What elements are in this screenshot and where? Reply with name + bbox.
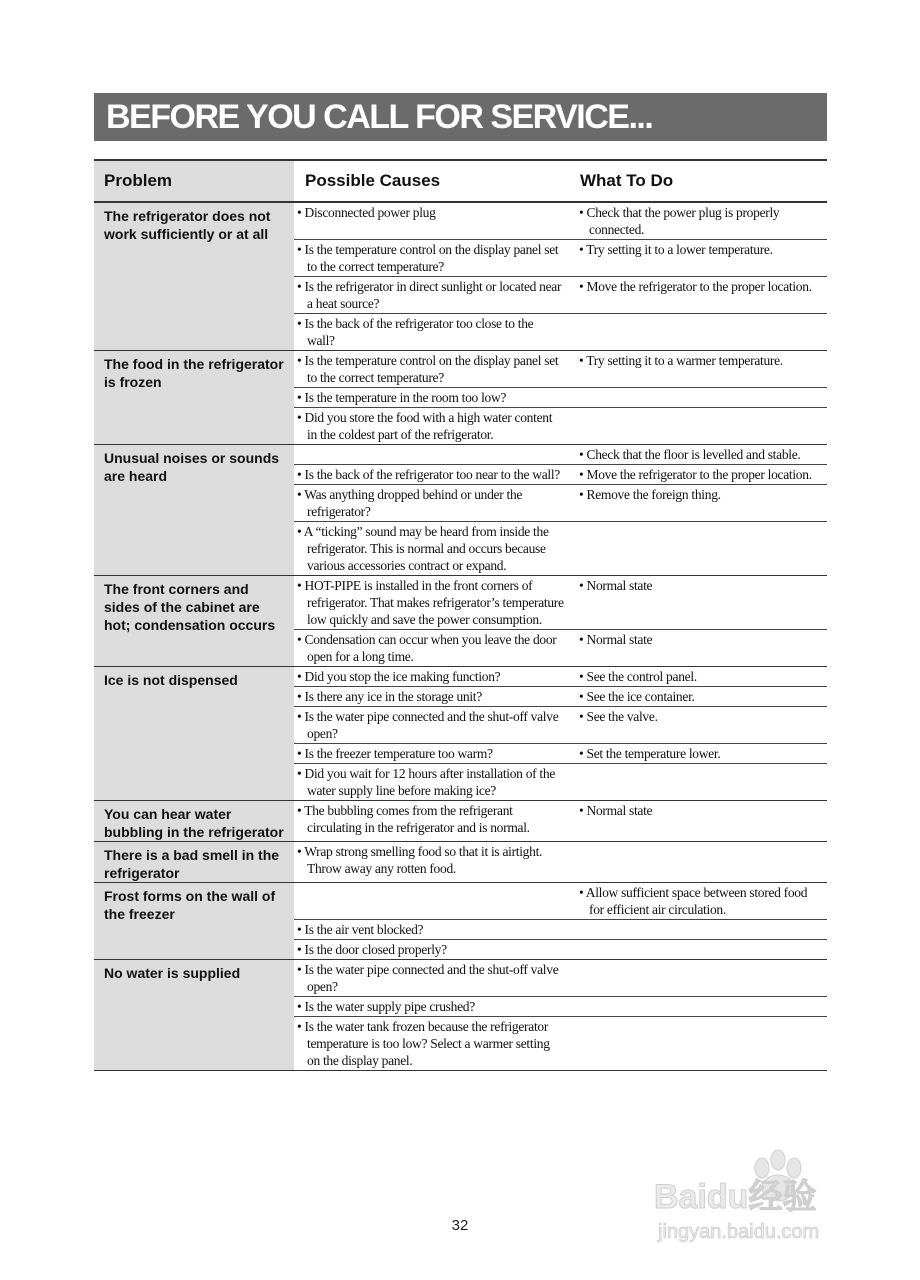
table-row xyxy=(94,351,827,388)
cause-text: • Is the temperature in the room too low? xyxy=(297,390,507,405)
possible-cause-cell xyxy=(294,801,568,842)
remedy-text: • Move the refrigerator to the proper location. xyxy=(579,279,812,294)
cause-text: • Wrap strong smelling food so that it is airtight. Throw away any rotten food. xyxy=(297,844,543,876)
what-to-do-cell xyxy=(568,485,827,522)
remedy-text: • Check that the power plug is properly connected. xyxy=(579,205,780,237)
remedy-text: • Try setting it to a lower temperature. xyxy=(579,242,773,257)
page-title: BEFORE YOU CALL FOR SERVICE... xyxy=(106,98,653,136)
possible-cause-cell xyxy=(294,240,568,277)
cause-text: • HOT-PIPE is installed in the front corners of refrigerator. That makes refrigerator’s temperature low quickly and save the power consumption. xyxy=(297,578,564,627)
cause-text: • Was anything dropped behind or under the refrigerator? xyxy=(297,487,523,519)
watermark-brand: Baidu经验 xyxy=(654,1178,817,1216)
table-header-row xyxy=(94,160,827,202)
possible-cause-cell xyxy=(294,960,568,997)
possible-cause-cell xyxy=(294,522,568,576)
cause-text: • Is the freezer temperature too warm? xyxy=(297,746,493,761)
problem-cell: You can hear water bubbling in the refrigerator xyxy=(94,801,294,842)
table-row xyxy=(94,960,827,997)
what-to-do-cell xyxy=(568,522,827,576)
possible-cause-cell xyxy=(294,707,568,744)
cause-text: • Is the refrigerator in direct sunlight or located near a heat source? xyxy=(297,279,562,311)
possible-cause-cell xyxy=(294,842,568,883)
remedy-text: • Normal state xyxy=(579,578,653,593)
remedy-text: • Move the refrigerator to the proper location. xyxy=(579,467,812,482)
possible-cause-cell xyxy=(294,314,568,351)
cause-text: • Is the water tank frozen because the refrigerator temperature is too low? Select a warmer setting on the display panel. xyxy=(297,1019,550,1068)
problem-cell: Frost forms on the wall of the freezer xyxy=(94,883,294,960)
cause-text: • Did you stop the ice making function? xyxy=(297,669,501,684)
remedy-text: • Allow sufficient space between stored food for efficient air circulation. xyxy=(579,885,808,917)
table-row xyxy=(94,445,827,465)
remedy-text: • Remove the foreign thing. xyxy=(579,487,721,502)
possible-cause-cell xyxy=(294,764,568,801)
what-to-do-cell xyxy=(568,842,827,883)
title-bar xyxy=(94,93,827,141)
possible-cause-cell xyxy=(294,1017,568,1071)
cause-text: • Is the back of the refrigerator too close to the wall? xyxy=(297,316,534,348)
cause-text: • Did you wait for 12 hours after installation of the water supply line before making ice? xyxy=(297,766,556,798)
what-to-do-cell xyxy=(568,314,827,351)
remedy-text: • See the valve. xyxy=(579,709,658,724)
possible-cause-cell xyxy=(294,687,568,707)
remedy-text: • Check that the floor is levelled and stable. xyxy=(579,447,801,462)
possible-cause-cell xyxy=(294,667,568,687)
possible-cause-cell xyxy=(294,465,568,485)
what-to-do-cell xyxy=(568,997,827,1017)
cause-text: • The bubbling comes from the refrigerant circulating in the refrigerator and is normal. xyxy=(297,803,530,835)
header-possible-causes: Possible Causes xyxy=(294,160,568,202)
problem-cell: The front corners and sides of the cabinet are hot; condensation occurs xyxy=(94,576,294,667)
page-number: 32 xyxy=(451,1217,469,1234)
what-to-do-cell xyxy=(568,576,827,630)
what-to-do-cell xyxy=(568,940,827,960)
troubleshooting-table xyxy=(94,159,827,1071)
remedy-text: • See the ice container. xyxy=(579,689,695,704)
table-row xyxy=(94,576,827,630)
what-to-do-cell xyxy=(568,707,827,744)
table-row xyxy=(94,883,827,920)
cause-text: • Is the back of the refrigerator too near to the wall? xyxy=(297,467,560,482)
what-to-do-cell xyxy=(568,277,827,314)
watermark-url: jingyan.baidu.com xyxy=(658,1221,820,1243)
problem-cell: Ice is not dispensed xyxy=(94,667,294,801)
possible-cause-cell xyxy=(294,202,568,240)
possible-cause-cell xyxy=(294,408,568,445)
cause-text: • Disconnected power plug xyxy=(297,205,436,220)
cause-text: • A “ticking” sound may be heard from inside the refrigerator. This is normal and occurs because various accessories contract or expand. xyxy=(297,524,549,573)
cause-text: • Did you store the food with a high water content in the coldest part of the refrigerator. xyxy=(297,410,553,442)
possible-cause-cell xyxy=(294,576,568,630)
what-to-do-cell xyxy=(568,960,827,997)
possible-cause-cell xyxy=(294,485,568,522)
what-to-do-cell xyxy=(568,1017,827,1071)
cause-text: • Is the air vent blocked? xyxy=(297,922,424,937)
table-row xyxy=(94,202,827,240)
problem-cell: Unusual noises or sounds are heard xyxy=(94,445,294,576)
possible-cause-cell xyxy=(294,351,568,388)
problem-cell: The refrigerator does not work sufficiently or at all xyxy=(94,202,294,351)
header-problem: Problem xyxy=(94,160,294,202)
cause-text: • Is the water pipe connected and the shut-off valve open? xyxy=(297,709,559,741)
what-to-do-cell xyxy=(568,667,827,687)
cause-text: • Is the door closed properly? xyxy=(297,942,447,957)
remedy-text: • See the control panel. xyxy=(579,669,697,684)
what-to-do-cell xyxy=(568,883,827,920)
table-row xyxy=(94,801,827,842)
what-to-do-cell xyxy=(568,764,827,801)
possible-cause-cell xyxy=(294,940,568,960)
remedy-text: • Try setting it to a warmer temperature. xyxy=(579,353,783,368)
problem-cell: There is a bad smell in the refrigerator xyxy=(94,842,294,883)
what-to-do-cell xyxy=(568,630,827,667)
what-to-do-cell xyxy=(568,408,827,445)
cause-text: • Is the water supply pipe crushed? xyxy=(297,999,475,1014)
cause-text: • Is the temperature control on the display panel set to the correct temperature? xyxy=(297,242,559,274)
possible-cause-cell xyxy=(294,920,568,940)
table-row xyxy=(94,667,827,687)
cause-text: • Is there any ice in the storage unit? xyxy=(297,689,482,704)
possible-cause-cell xyxy=(294,883,568,920)
header-what-to-do: What To Do xyxy=(568,160,827,202)
table-body xyxy=(94,202,827,1071)
cause-text: • Is the water pipe connected and the shut-off valve open? xyxy=(297,962,559,994)
problem-cell: The food in the refrigerator is frozen xyxy=(94,351,294,445)
what-to-do-cell xyxy=(568,465,827,485)
table-row xyxy=(94,842,827,883)
what-to-do-cell xyxy=(568,445,827,465)
remedy-text: • Set the temperature lower. xyxy=(579,746,721,761)
possible-cause-cell xyxy=(294,997,568,1017)
what-to-do-cell xyxy=(568,920,827,940)
possible-cause-cell xyxy=(294,744,568,764)
possible-cause-cell xyxy=(294,388,568,408)
possible-cause-cell xyxy=(294,277,568,314)
remedy-text: • Normal state xyxy=(579,632,653,647)
remedy-text: • Normal state xyxy=(579,803,653,818)
possible-cause-cell xyxy=(294,445,568,465)
what-to-do-cell xyxy=(568,801,827,842)
what-to-do-cell xyxy=(568,351,827,388)
what-to-do-cell xyxy=(568,687,827,707)
what-to-do-cell xyxy=(568,744,827,764)
problem-cell: No water is supplied xyxy=(94,960,294,1071)
what-to-do-cell xyxy=(568,202,827,240)
what-to-do-cell xyxy=(568,240,827,277)
cause-text: • Condensation can occur when you leave the door open for a long time. xyxy=(297,632,557,664)
possible-cause-cell xyxy=(294,630,568,667)
what-to-do-cell xyxy=(568,388,827,408)
cause-text: • Is the temperature control on the display panel set to the correct temperature? xyxy=(297,353,559,385)
